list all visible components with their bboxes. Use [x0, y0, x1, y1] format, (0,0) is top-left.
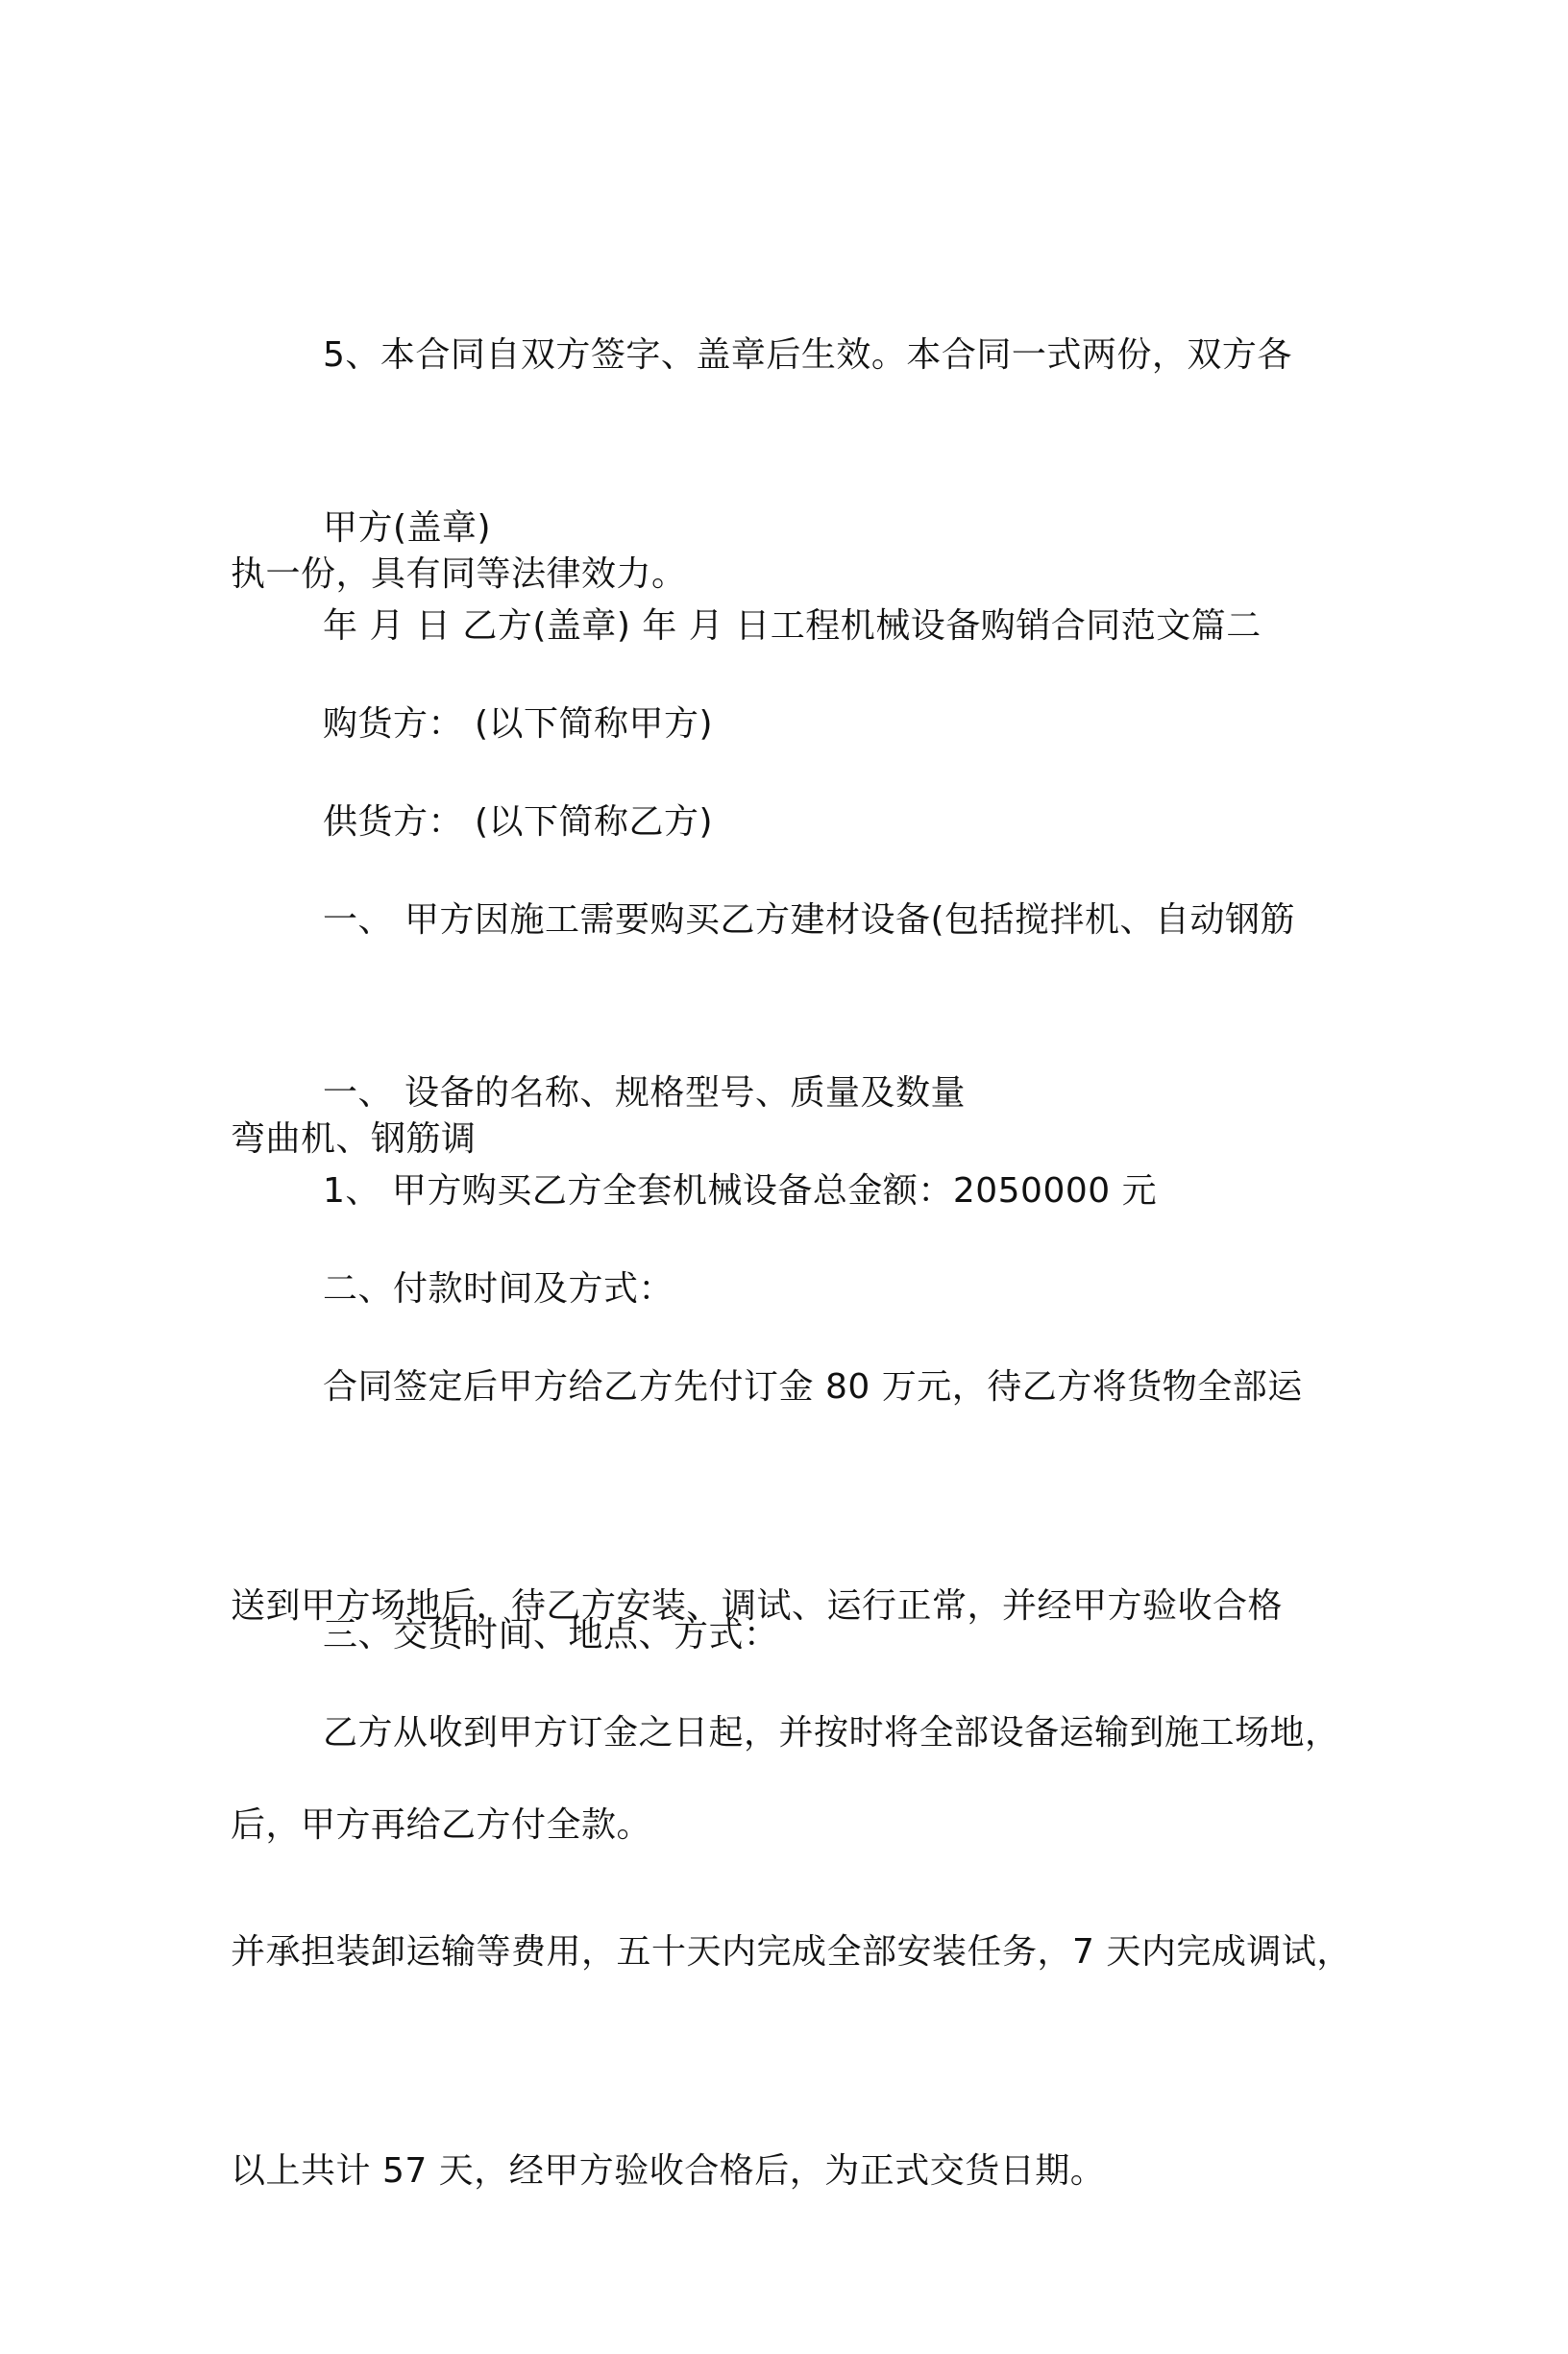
- text-line: 一、 甲方因施工需要购买乙方建材设备(包括搅拌机、自动钢筋: [323, 900, 1295, 940]
- text-line: 一、 设备的名称、规格型号、质量及数量: [323, 1073, 966, 1113]
- text-line: 送到甲方场地后，待乙方安装、调试、运行正常，并经甲方验收合格: [231, 1586, 1284, 1626]
- text-line: 甲方(盖章): [323, 508, 492, 548]
- paragraph-delivery-terms: [231, 1551, 1355, 2354]
- text-line: 二、付款时间及方式：: [323, 1269, 674, 1309]
- text-line: 5、本合同自双方签字、盖章后生效。本合同一式两份，双方各: [323, 335, 1292, 375]
- text-line: 执一份，具有同等法律效力。: [231, 554, 687, 594]
- text-line: 合同签定后甲方给乙方先付订金 80 万元，待乙方将货物全部运: [323, 1367, 1303, 1407]
- text-line: 年 月 日 乙方(盖章) 年 月 日工程机械设备购销合同范文篇二: [323, 606, 1262, 646]
- text-line: 并承担装卸运输等费用，五十天内完成全部安装任务，7 天内完成调试，: [231, 1932, 1352, 1972]
- text-line: 供货方： (以下简称乙方): [323, 802, 714, 842]
- text-line: 三、交货时间、地点、方式：: [323, 1615, 779, 1655]
- text-line: 1、 甲方购买乙方全套机械设备总金额：2050000 元: [323, 1171, 1158, 1211]
- text-line: 购货方： (以下简称甲方): [323, 704, 714, 744]
- text-line: 后，甲方再给乙方付全款。: [231, 1805, 652, 1845]
- text-line: 以上共计 57 天，经甲方验收合格后，为正式交货日期。: [231, 2151, 1106, 2191]
- text-line: 弯曲机、钢筋调: [231, 1119, 477, 1159]
- text-line: 乙方从收到甲方订金之日起，并按时将全部设备运输到施工场地，: [323, 1713, 1340, 1753]
